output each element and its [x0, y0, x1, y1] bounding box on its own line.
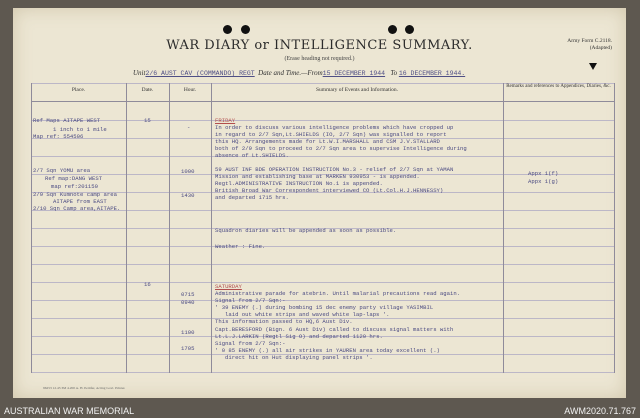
diary-title: WAR DIARY or INTELLIGENCE SUMMARY. — [166, 38, 473, 53]
hour-cell: - — [187, 124, 191, 131]
summary-line: Signal from 2/7 Sqn:- — [215, 340, 286, 347]
summary-line: Administrative parade for atebrin. Until malarial precautions read again. — [215, 290, 461, 297]
summary-line: absence of Lt.SHIELDS. — [215, 152, 289, 159]
summary-line: direct hit on Hut displaying panel strips '. — [225, 354, 373, 361]
diary-sheet — [13, 8, 626, 398]
summary-line: Lt.L.J.LARKIN (Regtl Sig O) and departed 1120 hrs. — [215, 333, 383, 340]
appendix-ref: Appx 1(g) — [528, 178, 559, 185]
punch-hole — [405, 25, 414, 34]
summary-line: both of 2/9 Sqn to proceed to 2/7 Sqn area to supervise Intelligence during — [215, 145, 467, 152]
summary-line: this HQ. Arrangements made for Lt.W.I.MARSHALL and CSM J.V.STALLARD — [215, 138, 440, 145]
place-line: 2/9 Sqn Kumnote camp area — [33, 191, 117, 198]
punch-hole — [223, 25, 232, 34]
printer-imprint: 96253 12.43 3M 4.200 A. H. Pettifer, Acting Govt. Printer. — [43, 386, 126, 390]
date-from: 15 DECEMBER 1944 — [322, 70, 386, 77]
summary-line: Squadron diaries will be appended as soon as possible. — [215, 227, 397, 234]
hour-cell: 1100 — [181, 329, 195, 336]
appendix-ref: Appx 1(f) — [528, 170, 559, 177]
place-line: AITAPE from EAST — [53, 198, 107, 205]
date-to: 16 DECEMBER 1944. — [398, 70, 466, 77]
ink-mark-icon — [589, 63, 597, 70]
summary-line: in regard to 2/7 Sqn,Lt.SHIELDS (IO, 2/7 Sqn) was signalled to report — [215, 131, 447, 138]
caption-bar — [0, 402, 640, 418]
hour-cell: 1705 — [181, 345, 195, 352]
summary-line: British Broad War Correspondent interviewed CO (Lt.Col.H.J.HENNESSY) — [215, 187, 444, 194]
summary-line: This information passed to HQ,6 Aust Div. — [215, 318, 353, 325]
place-line: Ref Maps AITAPE WEST — [33, 117, 101, 124]
diary-subtitle: (Erase heading not required.) — [284, 56, 355, 62]
date-cell: 15 — [144, 117, 151, 124]
header-summary: Summary of Events and Information. — [315, 87, 399, 93]
summary-line: Regtl.ADMINISTRATIVE INSTRUCTION No.1 is appended. — [215, 180, 383, 187]
place-line: Map ref: 554506 — [33, 133, 84, 140]
hour-cell: 1000 — [181, 168, 195, 175]
punch-hole — [241, 25, 250, 34]
hour-cell: 0940 — [181, 299, 195, 306]
diary-table — [31, 83, 614, 373]
day-heading: SATURDAY — [215, 283, 242, 290]
summary-line: Capt.BERESFORD (Bign. 6 Aust Div) called to discuss signal matters with — [215, 326, 454, 333]
summary-line: and departed 1715 hrs. — [215, 194, 289, 201]
archive-name: AUSTRALIAN WAR MEMORIAL — [4, 406, 135, 416]
header-remarks: Remarks and references to Appendices, Diaries, &c. — [506, 84, 611, 89]
hour-cell: 1430 — [181, 192, 195, 199]
punch-hole — [388, 25, 397, 34]
summary-line: In order to discuss various intelligence problems which have cropped up — [215, 124, 454, 131]
date-cell: 16 — [144, 281, 151, 288]
accession-number: AWM2020.71.767 — [564, 406, 636, 416]
place-line: Ref map:DANG WEST — [45, 175, 103, 182]
hour-cell: 0715 — [181, 291, 195, 298]
unit-value: 2/6 AUST CAV (COMMANDO) REGT — [145, 70, 255, 77]
place-line: 2/10 Sqn Camp area,AITAPE. — [33, 205, 121, 212]
summary-line: laid out white strips and waved white lap-laps '. — [225, 311, 390, 318]
unit-date-line: Unit2/6 AUST CAV (COMMANDO) REGT Date and Time.—From15 DECEMBER 1944 To 16 DECEMBER 1944. — [133, 69, 466, 77]
place-line: map ref:201150 — [51, 183, 98, 190]
form-reference: Army Form C.2118. (Adapted) — [567, 38, 612, 51]
summary-line: 59 AUST INF BDE OPERATION INSTRUCTION No.3 - relief of 2/7 Sqn at YAMAN — [215, 166, 454, 173]
day-heading: FRIDAY — [215, 117, 236, 124]
summary-line: Weather : Fine. — [215, 243, 266, 250]
summary-line: Signal from 2/7 Sqn:- — [215, 297, 286, 304]
summary-line: ' 39 ENEMY (.) during bombing 15 dec enemy party village YASIMBIL — [215, 304, 434, 311]
place-line: 1 inch to 1 mile — [53, 126, 107, 133]
summary-line: ' 0 85 ENEMY (.) all air strikes in YAUREN area today excellent (.) — [215, 347, 440, 354]
header-place: Place. — [71, 87, 86, 93]
summary-line: Mission and establishing base at MARKEN 930953 - is appended. — [215, 173, 420, 180]
header-hour: Hour. — [183, 87, 197, 93]
header-date: Date. — [141, 87, 154, 93]
place-line: 2/7 Sqn YOMU area — [33, 167, 91, 174]
